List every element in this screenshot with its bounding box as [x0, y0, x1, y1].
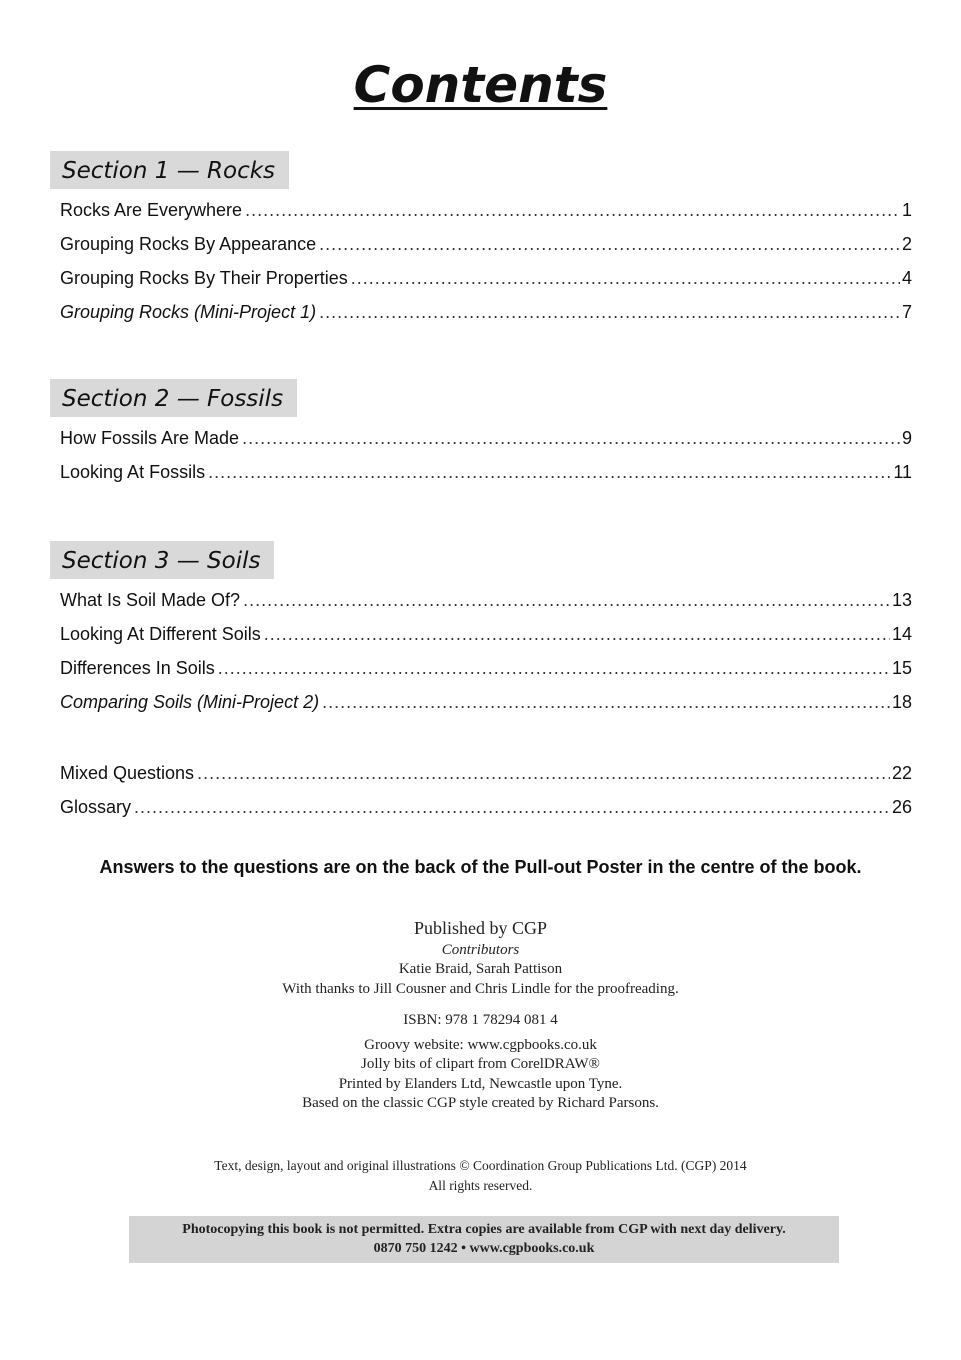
section-heading: Section 3 — Soils — [50, 541, 274, 579]
contributors: Katie Braid, Sarah Pattison — [398, 961, 563, 977]
leader-dots — [245, 193, 900, 227]
toc-entry[interactable] — [50, 583, 912, 617]
toc-entry-title: Grouping Rocks (Mini-Project 1) — [60, 302, 317, 322]
leader-dots — [351, 261, 900, 295]
toc-entry[interactable] — [50, 193, 912, 227]
toc-entry-title: Mixed Questions — [60, 763, 195, 783]
toc-entry-page: 26 — [891, 797, 912, 817]
section-heading: Section 1 — Rocks — [50, 151, 289, 189]
leader-dots — [264, 617, 890, 651]
isbn: ISBN: 978 1 78294 081 4 — [403, 1012, 558, 1028]
thanks-line: With thanks to Jill Cousner and Chris Lindle for the proofreading. — [282, 980, 679, 997]
toc-entry-page: 15 — [891, 658, 912, 678]
toc-list — [50, 421, 912, 489]
section-soils — [50, 541, 912, 719]
toc-entry-mini-project[interactable] — [50, 295, 912, 329]
toc-entry-page: 22 — [891, 763, 912, 783]
leader-dots — [319, 295, 900, 329]
leader-dots — [242, 421, 900, 455]
toc-entry[interactable] — [50, 421, 912, 455]
copyright — [0, 1156, 961, 1196]
published-by: Published by CGP — [413, 918, 548, 938]
leader-dots — [197, 756, 890, 790]
toc-entry-title: Looking At Fossils — [60, 462, 206, 482]
photocopy-notice — [129, 1216, 839, 1263]
toc-entry-title: Grouping Rocks By Appearance — [60, 234, 317, 254]
leader-dots — [218, 651, 890, 685]
page-title: Contents — [353, 56, 608, 114]
leader-dots — [208, 455, 891, 489]
toc-entry-title: Glossary — [60, 797, 132, 817]
toc-list — [50, 583, 912, 719]
toc-entry-page: 11 — [893, 462, 912, 482]
toc-entry-page: 7 — [901, 302, 912, 322]
section-rocks — [50, 151, 912, 329]
publisher-info — [0, 916, 961, 1114]
toc-entry-title: What Is Soil Made Of? — [60, 590, 241, 610]
toc-entry-title: Comparing Soils (Mini-Project 2) — [60, 692, 320, 712]
extra-entries — [50, 756, 912, 824]
toc-entry-page: 4 — [901, 268, 912, 288]
toc-entry-title: How Fossils Are Made — [60, 428, 240, 448]
photocopy-text: Photocopying this book is not permitted. Extra copies are available from CGP with next day delivery. — [182, 1222, 786, 1237]
style-line: Based on the classic CGP style created by Richard Parsons. — [302, 1095, 659, 1111]
toc-entry[interactable] — [50, 261, 912, 295]
toc-entry-page: 13 — [891, 590, 912, 610]
toc-entry-title: Differences In Soils — [60, 658, 215, 678]
section-heading: Section 2 — Fossils — [50, 379, 297, 417]
toc-entry-mixed-questions[interactable] — [50, 756, 912, 790]
toc-entry[interactable] — [50, 455, 912, 489]
toc-entry-title: Grouping Rocks By Their Properties — [60, 268, 348, 288]
copyright-line: Text, design, layout and original illustrations © Coordination Group Publications Ltd. (CGP) 2014 — [214, 1158, 747, 1173]
answers-note: Answers to the questions are on the back of the Pull-out Poster in the centre of the book. — [99, 857, 862, 877]
contributors-label: Contributors — [441, 942, 520, 958]
toc-entry-glossary[interactable] — [50, 790, 912, 824]
toc-entry-page: 9 — [901, 428, 912, 448]
website-line: Groovy website: www.cgpbooks.co.uk — [364, 1036, 597, 1053]
clipart-line: Jolly bits of clipart from CorelDRAW® — [361, 1056, 600, 1072]
toc-entry-page: 1 — [901, 200, 912, 220]
toc-entry-page: 14 — [891, 624, 912, 644]
toc-entry[interactable] — [50, 617, 912, 651]
toc-entry[interactable] — [50, 651, 912, 685]
toc-entry-mini-project[interactable] — [50, 685, 912, 719]
leader-dots — [134, 790, 890, 824]
toc-entry-page: 2 — [901, 234, 912, 254]
section-fossils — [50, 379, 912, 489]
leader-dots — [319, 227, 900, 261]
toc-list — [50, 193, 912, 329]
printer-line: Printed by Elanders Ltd, Newcastle upon Tyne. — [338, 1075, 623, 1092]
leader-dots — [322, 685, 890, 719]
toc-entry-page: 18 — [891, 692, 912, 712]
leader-dots — [243, 583, 890, 617]
contact-line: 0870 750 1242 • www.cgpbooks.co.uk — [373, 1241, 595, 1256]
rights-line: All rights reserved. — [428, 1178, 533, 1193]
toc-entry-title: Rocks Are Everywhere — [60, 200, 243, 220]
toc-entry[interactable] — [50, 227, 912, 261]
toc-entry-title: Looking At Different Soils — [60, 624, 261, 644]
